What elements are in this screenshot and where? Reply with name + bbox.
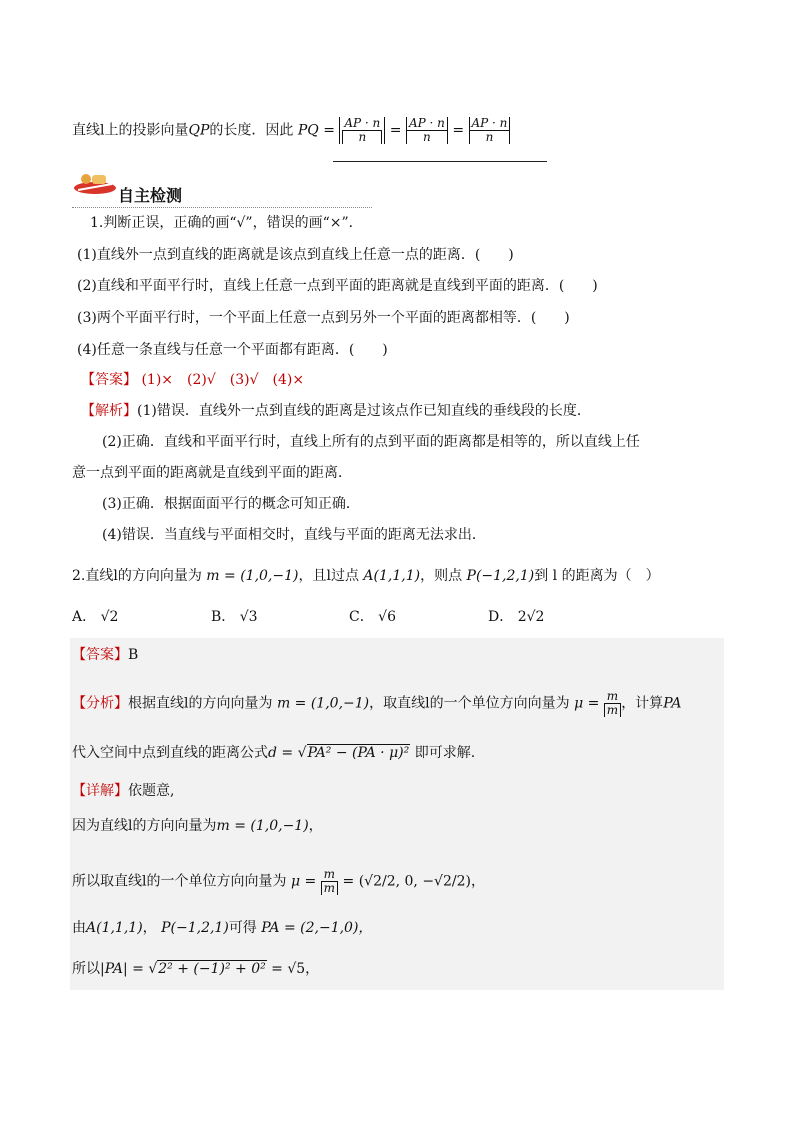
fraction-2-numerator: AP · n	[406, 117, 448, 131]
q2-analysis-b: ，取直线l的一个单位方向向量为	[369, 695, 570, 712]
q2-pa-calc: 2² + (−1)² + 0²	[158, 961, 266, 977]
q1-prompt: 1.判断正误，正确的画“√”，错误的画“×”．	[90, 215, 363, 231]
q2-analysis-e: 即可求解.	[414, 745, 476, 761]
q2-option-b	[211, 607, 258, 627]
q2-option-a-value: √2	[100, 609, 119, 625]
q2-stem-d: 到 l 的距离为（ ）	[534, 568, 660, 584]
q2-detail-3-pointA: A(1,1,1)	[86, 920, 143, 936]
formula-fraction-2	[406, 117, 448, 144]
q2-detail-header	[72, 781, 174, 801]
q1-item-2: (2)直线和平面平行时，直线上任意一点到平面的距离就是直线到平面的距离．( )	[77, 278, 598, 294]
q2-detail-1: 因为直线l的方向向量为	[72, 818, 217, 834]
q2-detail-3-b: 可得	[228, 920, 257, 936]
q1-answer-label: 【答案】	[81, 372, 137, 388]
intro-line	[72, 117, 510, 144]
q1-analysis-3: 意一点到平面的距离就是直线到平面的距离．	[72, 465, 352, 481]
q2-detail-3-pointP: P(−1,2,1)	[161, 920, 229, 936]
q2-option-b-value: √3	[239, 609, 258, 625]
formula-fraction-1	[342, 117, 382, 144]
q1-analysis-5: (4)错误．当直线与平面相交时，直线与平面的距离无法求出．	[102, 527, 486, 543]
q1-item-4: (4)任意一条直线与任意一个平面都有距离．( )	[77, 342, 388, 358]
q1-answer	[81, 370, 304, 390]
section-logo-icon	[72, 172, 118, 196]
q2-detail-2: 所以取直线l的一个单位方向向量为	[72, 873, 287, 890]
q1-analysis-4: (3)正确．根据面面平行的概念可知正确．	[102, 496, 360, 512]
q2-analysis-label: 【分析】	[72, 695, 128, 712]
q2-dist-lhs: d =	[268, 745, 294, 761]
q2-option-c-label: C．	[349, 609, 374, 625]
section-divider	[72, 207, 372, 208]
q2-option-b-label: B．	[211, 609, 236, 625]
intro-text: 直线l上的投影向量	[72, 122, 189, 139]
q2-analysis-line-2: 代入空间中点到直线的距离公式d = √PA² − (PA · μ)² 即可求解.	[72, 745, 476, 761]
q2-point-p: P(−1,2,1)	[466, 568, 535, 584]
q2-detail-2-mu: μ =	[290, 873, 317, 890]
q2-option-c	[349, 607, 396, 627]
q2-option-a-label: A．	[72, 609, 97, 625]
q2-analysis-a: 根据直线l的方向向量为	[128, 695, 273, 712]
q2-detail-2-result: = (√2/2, 0, −√2/2)，	[342, 873, 485, 890]
formula-underline	[333, 161, 547, 162]
q1-analysis-text-1: (1)错误．直线外一点到直线的距离是过该点作已知直线的垂线段的长度．	[137, 403, 591, 419]
fraction-3-denominator: n	[469, 131, 511, 144]
fraction-1-denominator: n	[342, 131, 382, 144]
q2-pa-abs: |PA| =	[100, 961, 144, 977]
q2-detail-3-a: 由	[72, 920, 86, 936]
q1-analysis-2: (2)正确．直线和平面平行时，直线上所有的点到平面的距离都是相等的，所以直线上任	[102, 434, 640, 450]
q1-item-1: (1)直线外一点到直线的距离就是该点到直线上任意一点的距离．( )	[77, 247, 514, 263]
q2-detail-1-end: ，	[308, 818, 323, 834]
q2-answer-label: 【答案】	[72, 647, 128, 663]
q2-analysis-mu: μ =	[574, 695, 600, 712]
equals-1: =	[389, 122, 402, 139]
q2-option-d-label: D．	[488, 609, 514, 625]
q2-pa-result: = √5，	[271, 961, 320, 977]
qp-vector: QP	[188, 122, 210, 139]
fraction-1-numerator: AP · n	[344, 116, 381, 130]
mu-numerator: m	[604, 690, 621, 704]
q2-dist-formula: PA² − (PA · μ)²	[307, 745, 410, 761]
q2-m-vector: m = (1,0,−1)	[206, 568, 299, 584]
mu-denominator: m	[604, 704, 621, 717]
detail-mu-numerator: m	[321, 868, 338, 882]
q2-analysis-mu-fraction	[604, 690, 621, 717]
q2-pa-vector: PA = (2,−1,0)，	[261, 920, 373, 936]
fraction-3-numerator: AP · n	[469, 117, 511, 131]
q2-analysis-m: m = (1,0,−1)	[276, 695, 370, 712]
length-text: 的长度．因此	[209, 122, 294, 139]
q2-answer-value: B	[128, 647, 139, 663]
fraction-2-denominator: n	[406, 131, 448, 144]
q2-analysis-pa: PA	[663, 695, 682, 712]
q2-detail-2-mu-fraction	[321, 868, 338, 895]
section-title: 自主检测	[118, 186, 183, 205]
q2-stem	[72, 566, 660, 586]
detail-mu-denominator: m	[321, 882, 338, 895]
q2-option-d-value: 2√2	[517, 609, 545, 625]
q2-option-c-value: √6	[378, 609, 396, 625]
pq-equals: PQ =	[297, 122, 335, 139]
q1-answer-text: (1)× (2)√ (3)√ (4)×	[141, 372, 305, 388]
q2-option-a	[72, 607, 118, 627]
q2-detail-line-1	[72, 816, 323, 836]
q2-detail-intro: 依题意,	[128, 783, 175, 799]
q2-detail-label: 【详解】	[72, 783, 128, 799]
q1-item-3: (3)两个平面平行时，一个平面上任意一点到另外一个平面的距离都相等．( )	[77, 310, 570, 326]
q2-point-a: A(1,1,1)	[363, 568, 421, 584]
q2-answer	[72, 645, 138, 665]
q2-analysis-d: 代入空间中点到直线的距离公式	[72, 745, 268, 761]
q2-stem-a: 2.直线l的方向向量为	[72, 568, 202, 584]
formula-fraction-3	[469, 117, 511, 144]
q2-detail-line-3: 由A(1,1,1)， P(−1,2,1)可得 PA = (2,−1,0)，	[72, 920, 373, 936]
q2-detail-line-2	[72, 868, 485, 895]
q2-detail-4-a: 所以	[72, 961, 100, 977]
q2-analysis-line-1	[72, 690, 681, 717]
equals-2: =	[452, 122, 465, 139]
q1-analysis-1	[81, 401, 591, 421]
q2-detail-1-m: m = (1,0,−1)	[216, 818, 309, 834]
q2-option-d	[488, 607, 544, 627]
q2-stem-c: ，则点	[420, 568, 463, 584]
q2-analysis-c: ，计算	[621, 695, 664, 712]
q1-analysis-label: 【解析】	[81, 403, 137, 419]
q2-detail-line-4: 所以|PA| = √2² + (−1)² + 0² = √5，	[72, 961, 320, 977]
q2-stem-b: ，且l过点	[298, 568, 359, 584]
